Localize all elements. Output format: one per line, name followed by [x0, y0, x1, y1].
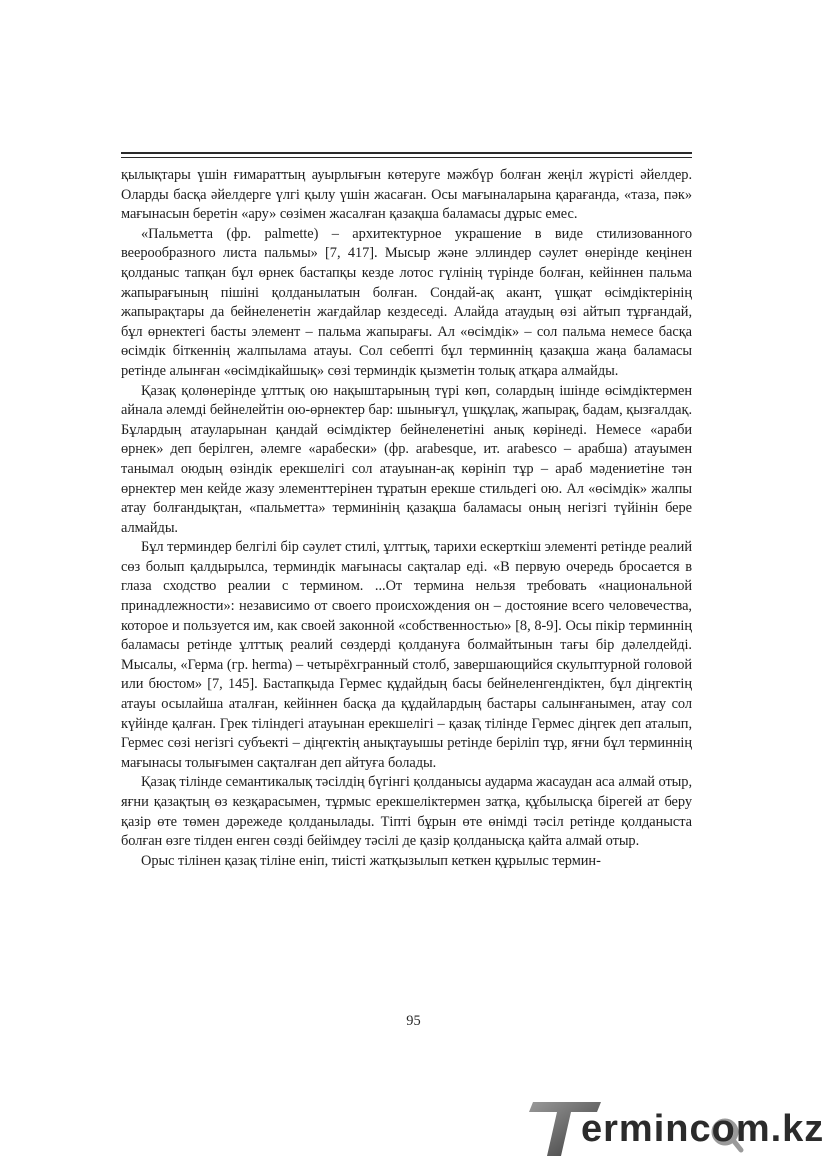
page-number: 95 — [406, 1013, 421, 1029]
paragraph-1: қылықтары үшін ғимараттың ауырлығын көтеруге мәжбүр болған жеңіл жүрісті әйелдер. Оларды басқа әйелдерге үлгі қылу үшін жасаған. Осы мағыналарына қарағанда, «таза, пәк» мағынасын беретін «ару» сөзімен жасалған қазақша баламасы дұрыс емес. — [121, 167, 692, 223]
page-body — [121, 166, 692, 871]
termincom-logo — [525, 1098, 825, 1158]
paragraph-3: Қазақ қолөнерінде ұлттық ою нақыштарының түрі көп, солардың ішінде өсімдіктермен айнала әлемді бейнелейтін ою-өрнектер бар: шынығұл, үшқұлақ, жапырақ, бадам, қызғалдақ. Бұлардың атауларынан қандай өсімдіктер бейнеленетіні анық көрінеді. Немесе «араби өрнек» деп берілген, әлемге «арабески» (фр. arabesque, ит. arabesco – арабша) атауымен танымал оюдың өзіндік ерекшелігі сол атауынан-ақ көрініп тұр – араб мәдениетіне тән өрнектер мен кейде жазу элементтерінен тұратын ерекше стильдегі ою. Ал «өсімдік» жалпы атау болғандықтан, «пальметта» терминінің қазақша баламасы оның негізгі түйінін бере алмайды. — [121, 382, 692, 536]
paragraph-2: «Пальметта (фр. palmette) – архитектурное украшение в виде стилизованного веерообразного листа пальмы» [7, 417]. Мысыр және эллиндер сәулет өнерінде кеңінен қолданыс тапқан бұл өрнек бастапқы кезде лотос гүлінің түрінде болған, кейіннен пальма жапырағының пішіні қолданылатын болған. Сондай-ақ акант, үшқат өсімдіктерінің жапырақтары да бейнеленетін жағдайлар кездеседі. Алайда атаудың өзі айтып тұрғандай, бұл өрнектегі басты элемент – пальма жапырағы. Ал «өсімдік» – сол пальма немесе басқа өсімдік біткеннің жалпылама атауы. Сол себепті бұл терминнің қазақша жаңа баламасы ретінде алынған «өсімдікайшық» сөзі терминдік қызметін толық атқара алмайды. — [121, 225, 692, 379]
header-rule-thin — [121, 157, 692, 158]
paragraph-4: Бұл терминдер белгілі бір сәулет стилі, ұлттық, тарихи ескерткіш элементі ретінде реалий сөз болып қалдырылса, терминдік мағынасы сақталар еді. «В первую очередь бросается в глаза сходство реалии с термином. ...От термина нельзя требовать «национальной принадлежности»: независимо от своего происхождения он – достояние всего человечества, которое и пользуется им, как своей законной «собственностью» [8, 8-9]. Осы пікір терминнің баламасы ретінде ұлттық реалий сөздерді қолдануға болмайтынын тағы бір дәлелдейді. Мысалы, «Герма (гр. herma) – четырёхгранный столб, завершающийся скульптурной головой или бюстом» [7, 145]. Бастапқыда Гермес құдайдың басы бейнеленгендіктен, бұл діңгектің атауы осылайша аталған, кейіннен басқа да құдайлардың бастары салынғанымен, атау сол күйінде қалған. Грек тіліндегі атауынан ерекшелігі – қазақ тілінде Гермес діңгек деп аталып, Гермес сөзі негізгі субъекті – діңгектің анықтауышы ретінде беріліп тұр, яғни бұл терминнің мағынасы толығымен сақталған деп айтуға болады. — [121, 539, 692, 771]
paragraph-5: Қазақ тілінде семантикалық тәсілдің бүгінгі қолданысы аударма жасаудан аса алмай отыр, яғни қазақтың өз кезқарасымен, тұрмыс ерекшеліктермен затқа, құбылысқа бірегей ат беру қазір өте төмен дәрежеде қолданылады. Тіпті бұрын өте өнімді тәсіл ретінде қолданыста болған өзге тілден енген сөзді бейімдеу тәсілі де қазір қолданысқа қайта алмай отыр. — [121, 774, 692, 850]
paragraph-6: Орыс тілінен қазақ тіліне еніп, тиісті жатқызылып кеткен құрылыс термин- — [141, 852, 601, 869]
logo-text: ermincom.kz — [581, 1108, 825, 1150]
header-rule-thick — [121, 152, 692, 154]
